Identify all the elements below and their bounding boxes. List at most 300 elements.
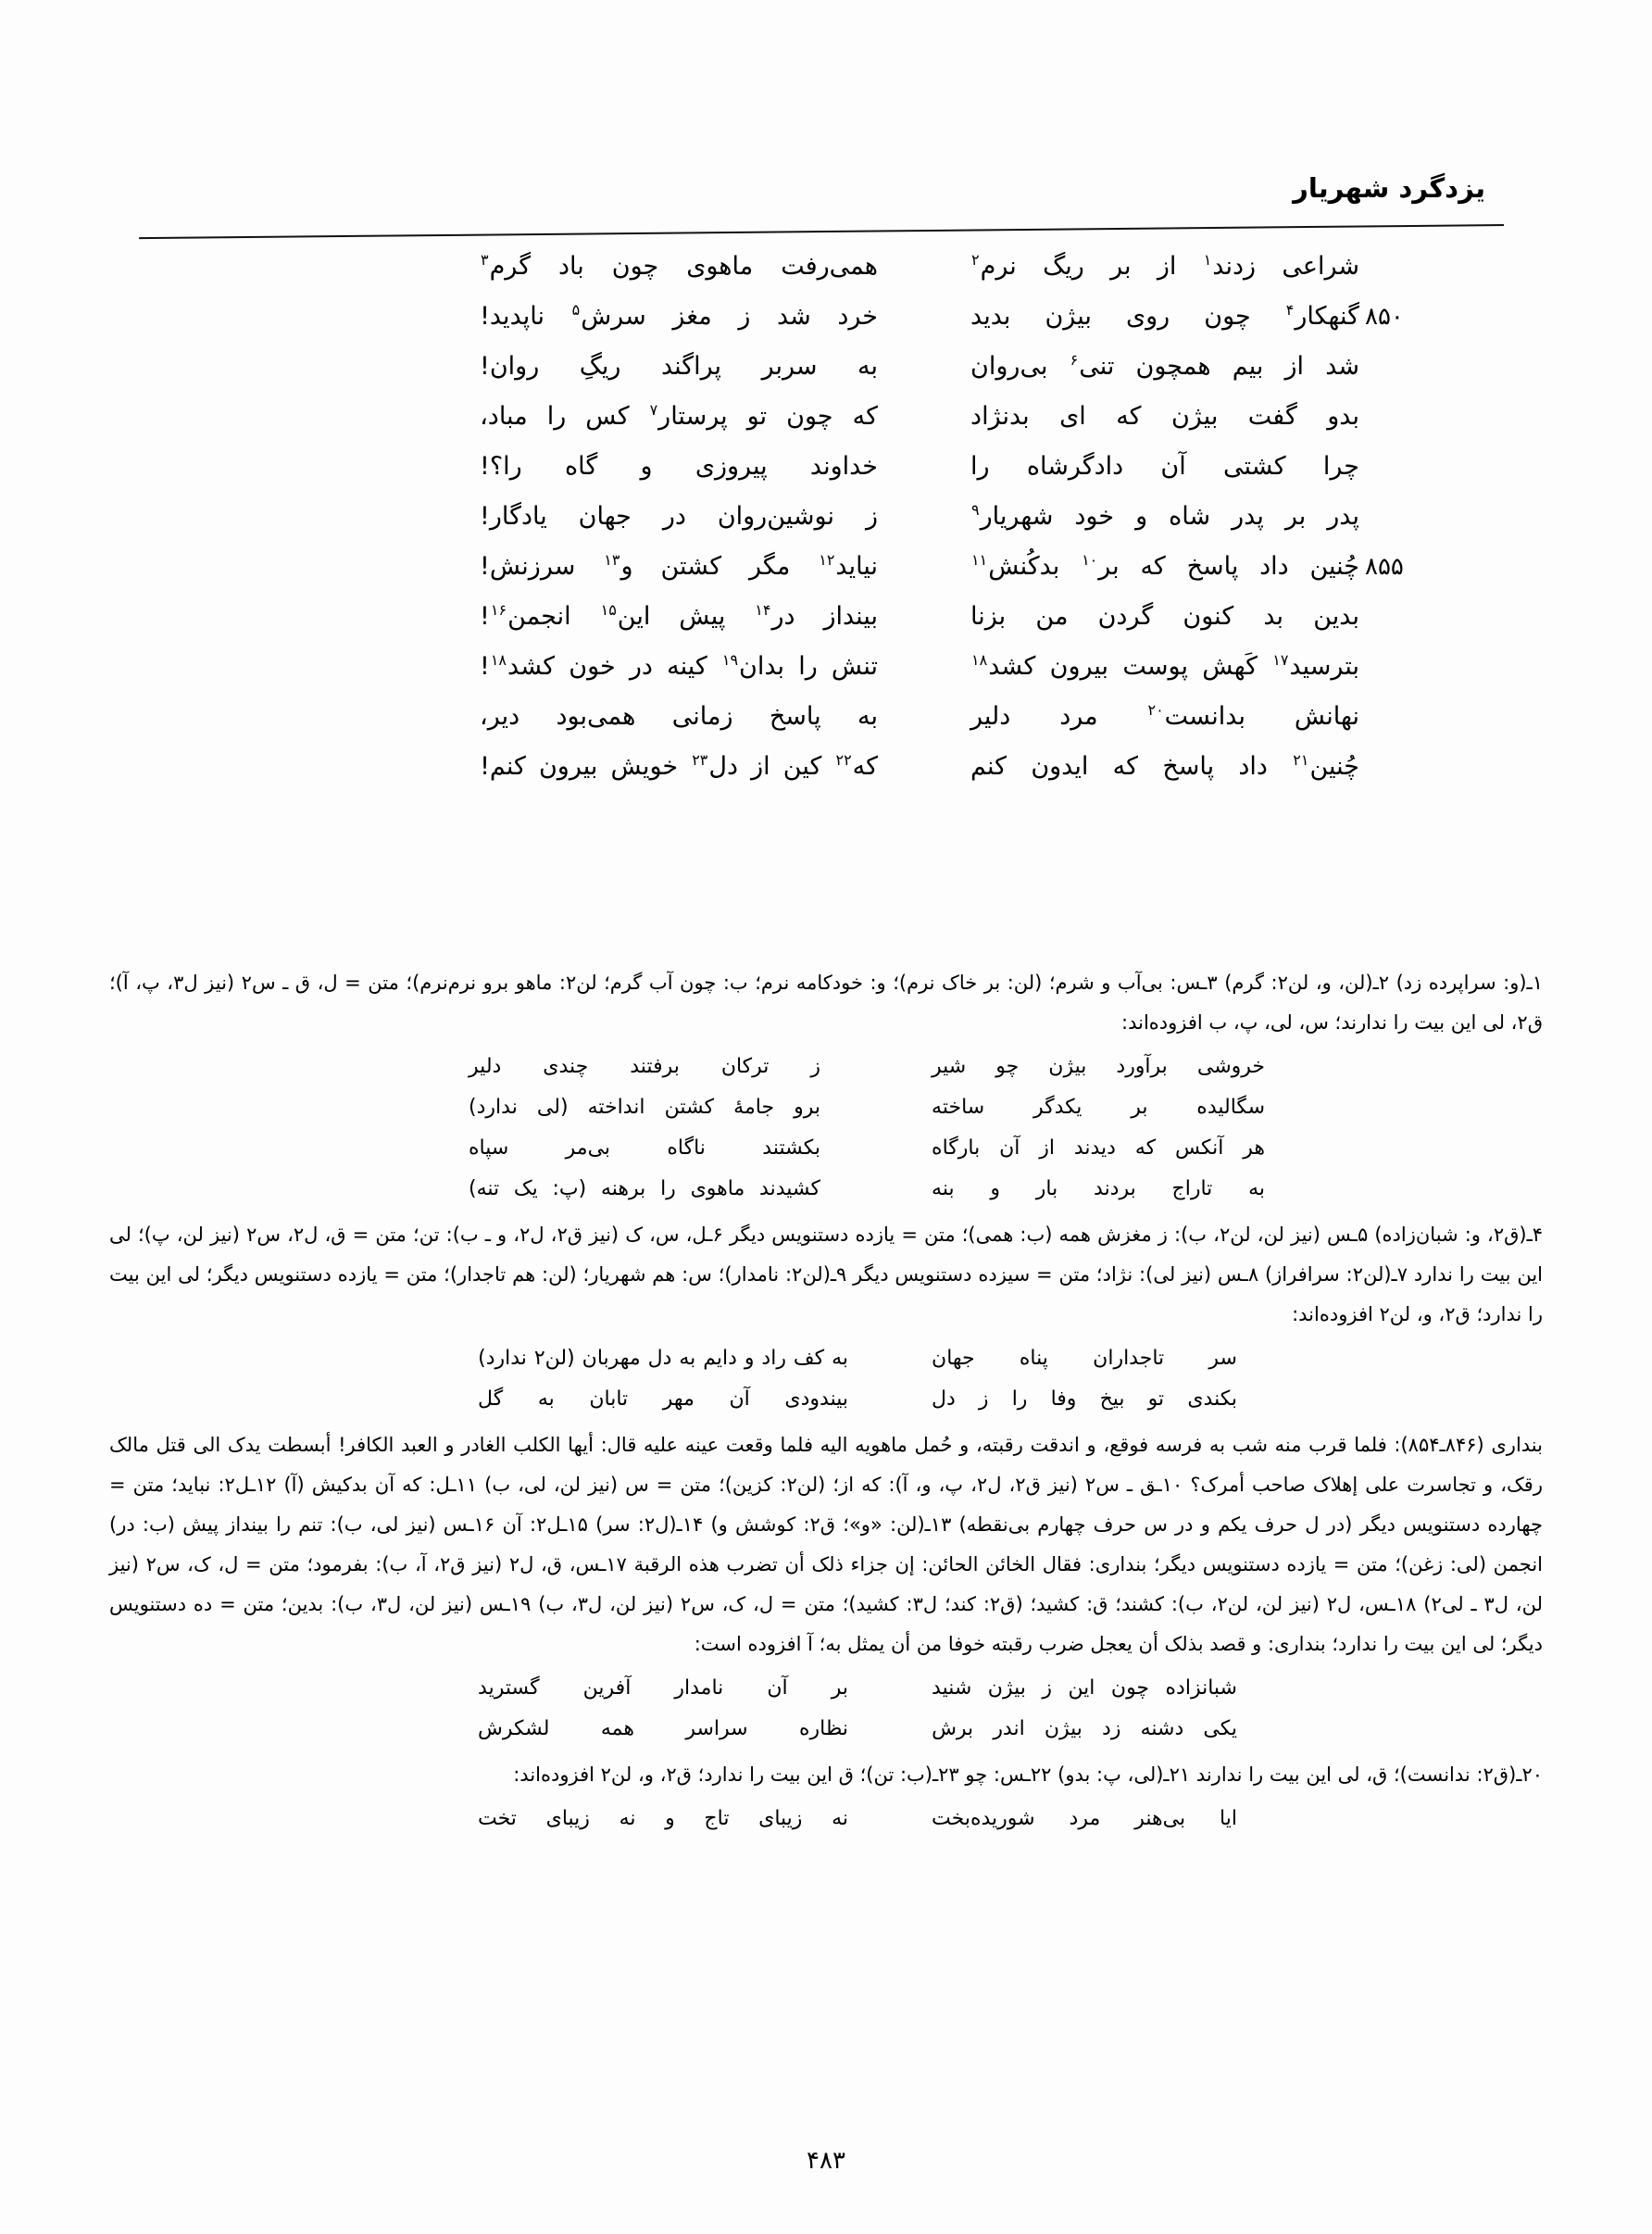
quoted-word: و bbox=[990, 1177, 1000, 1200]
footnote-marker: ۱۳ bbox=[604, 551, 620, 569]
quoted-word: دشنه bbox=[1140, 1717, 1184, 1740]
quoted-word: برو bbox=[794, 1096, 820, 1119]
running-head bbox=[139, 172, 1513, 237]
footnote-marker: ۱۴ bbox=[755, 601, 771, 619]
critical-apparatus bbox=[109, 963, 1543, 1845]
quoted-hemistich-left bbox=[478, 1338, 848, 1379]
verse-column-block bbox=[213, 252, 1439, 802]
quoted-hemistich-left bbox=[478, 1709, 848, 1750]
verse-word: که bbox=[1112, 752, 1139, 781]
verse-line bbox=[213, 552, 1439, 602]
hemistich-right bbox=[970, 652, 1359, 681]
verse-word: تو bbox=[746, 402, 768, 431]
quoted-word: این bbox=[1068, 1676, 1095, 1700]
hemistich-left bbox=[480, 302, 878, 331]
quoted-hemistich-left bbox=[469, 1087, 820, 1128]
quoted-word: آن bbox=[999, 1136, 1020, 1160]
verse-word: بدین bbox=[1313, 602, 1359, 631]
quoted-word: آنکس bbox=[1174, 1136, 1224, 1160]
quoted-word: کشیدند bbox=[759, 1177, 820, 1200]
quoted-hemistich-right bbox=[932, 1338, 1237, 1379]
quoted-word: بی‌مر bbox=[565, 1136, 611, 1160]
running-head-title: یزدگرد شهریار bbox=[1293, 172, 1485, 204]
hemistich-right bbox=[970, 452, 1359, 481]
verse-word: و bbox=[640, 452, 653, 481]
verse-word: در bbox=[629, 652, 653, 681]
footnote-marker: ۵ bbox=[571, 301, 581, 319]
quoted-word: آن bbox=[729, 1387, 750, 1411]
verse-word: را bbox=[970, 452, 990, 481]
verse-word: مغز bbox=[672, 302, 712, 331]
quoted-word: برش bbox=[932, 1717, 974, 1740]
verse-word: که bbox=[1116, 402, 1142, 431]
quoted-hemistich-left bbox=[469, 1169, 820, 1210]
verse-word: مگر bbox=[749, 552, 791, 581]
quoted-word: ندارد) bbox=[469, 1096, 518, 1119]
quoted-word: مرد bbox=[1069, 1807, 1101, 1830]
quoted-word: و bbox=[744, 1347, 755, 1370]
verse-word: بیژن bbox=[1045, 302, 1092, 331]
quoted-hemistich-right bbox=[932, 1668, 1237, 1709]
verse-line bbox=[213, 752, 1439, 802]
quoted-word: تابان bbox=[589, 1387, 629, 1411]
quoted-word: تخت bbox=[478, 1807, 517, 1830]
quoted-word: سر bbox=[1208, 1347, 1237, 1370]
verse-word: پیروزی bbox=[695, 452, 768, 481]
quoted-word: تاجداران bbox=[1093, 1347, 1165, 1370]
footnote-marker: ۱۸ bbox=[490, 651, 507, 669]
verse-line bbox=[213, 502, 1439, 552]
verse-word: خود bbox=[1074, 502, 1115, 531]
quoted-hemistich-left bbox=[478, 1668, 848, 1709]
quoted-word: بردند bbox=[1094, 1177, 1136, 1200]
quoted-word: (پ: bbox=[552, 1177, 587, 1200]
hemistich-left bbox=[480, 402, 878, 431]
hemistich-left bbox=[480, 452, 878, 481]
quoted-word: مهر bbox=[662, 1387, 695, 1411]
quoted-verse-block-4 bbox=[109, 1799, 1543, 1839]
quoted-word: گسترید bbox=[478, 1676, 540, 1700]
verse-word: همی‌بود bbox=[556, 702, 636, 731]
verse-word: کنم! bbox=[480, 752, 526, 781]
footnote-marker: ۳ bbox=[481, 251, 489, 269]
quoted-word: برآورد bbox=[1116, 1055, 1168, 1078]
quoted-word: سراسر bbox=[685, 1717, 748, 1740]
verse-word: خرد bbox=[837, 302, 878, 331]
quoted-word: بر bbox=[1131, 1096, 1148, 1119]
quoted-word: چون bbox=[1110, 1676, 1150, 1700]
quoted-hemistich-left bbox=[469, 1047, 820, 1087]
verse-word: بدکُنش$^{۱۱}$ bbox=[971, 551, 1060, 581]
page-number: ۴۸۳ bbox=[807, 2147, 845, 2175]
verse-word: ریگِ bbox=[579, 352, 621, 381]
quoted-word: همه bbox=[600, 1717, 634, 1740]
quoted-word: جهان bbox=[932, 1347, 975, 1370]
quoted-word: آفرین bbox=[582, 1676, 632, 1700]
quoted-word: لشکرش bbox=[478, 1717, 550, 1740]
verse-word: را؟! bbox=[480, 452, 522, 481]
quoted-hemistich-right bbox=[932, 1379, 1237, 1420]
verse-word: چون bbox=[1204, 302, 1251, 331]
quoted-word: سگالیده bbox=[1196, 1096, 1265, 1119]
verse-line bbox=[213, 652, 1439, 702]
verse-line bbox=[213, 702, 1439, 752]
verse-word: بزنا bbox=[970, 602, 1007, 631]
footnote-marker: ۴ bbox=[1285, 301, 1295, 319]
verse-word: کینه bbox=[667, 652, 707, 681]
quoted-word: پناه bbox=[1019, 1347, 1048, 1370]
verse-word: کین bbox=[782, 752, 822, 781]
verse-word: پاسخ bbox=[1186, 552, 1239, 581]
footnote-marker: ۲۲ bbox=[835, 751, 852, 769]
quoted-word: بکندی bbox=[1187, 1387, 1237, 1411]
hemistich-right bbox=[970, 602, 1359, 631]
footnote-marker: ۱۸ bbox=[971, 651, 988, 669]
verse-word: ایدون bbox=[1031, 752, 1089, 781]
quoted-word: ز bbox=[1042, 1676, 1052, 1700]
verse-number: ۸۵۵ bbox=[1365, 553, 1404, 581]
quoted-word: شنید bbox=[932, 1676, 972, 1700]
quoted-word: یکی bbox=[1203, 1717, 1237, 1740]
quoted-word: را bbox=[660, 1177, 676, 1200]
quoted-verse-line bbox=[109, 1128, 1543, 1169]
verse-number: ۸۵۰ bbox=[1365, 303, 1404, 331]
verse-word: بینداز bbox=[823, 602, 878, 631]
quoted-word: خروشی bbox=[1196, 1055, 1265, 1078]
hemistich-left bbox=[480, 652, 878, 681]
verse-word: ریگ bbox=[1043, 252, 1084, 281]
quoted-verse-line bbox=[109, 1087, 1543, 1128]
verse-word: چرا bbox=[1322, 452, 1359, 481]
header-divider-rule bbox=[139, 224, 1504, 239]
quoted-word: به bbox=[679, 1347, 696, 1370]
quoted-word: زیبای bbox=[758, 1807, 803, 1830]
verse-word: زمانی bbox=[671, 702, 733, 731]
verse-word: گاه bbox=[565, 452, 598, 481]
quoted-word: تاج bbox=[704, 1807, 730, 1830]
verse-word: آن bbox=[1160, 452, 1186, 481]
quoted-word: نظاره bbox=[798, 1717, 848, 1740]
verse-word: زدند$^۱$ bbox=[1203, 251, 1257, 281]
quoted-verse-block-2 bbox=[109, 1338, 1543, 1420]
verse-word: بدو bbox=[1327, 402, 1359, 431]
quoted-verse-line bbox=[109, 1338, 1543, 1379]
verse-word: مباد، bbox=[480, 402, 528, 431]
quoted-word: به bbox=[537, 1387, 555, 1411]
quoted-word: بی‌هنر bbox=[1134, 1807, 1186, 1830]
verse-word: سرش$^۵$ bbox=[571, 301, 646, 331]
quoted-word: بار bbox=[1035, 1177, 1058, 1200]
verse-word: روان! bbox=[480, 352, 540, 381]
footnote-marker: ۱۷ bbox=[1272, 651, 1289, 669]
quoted-word: تو bbox=[1147, 1387, 1165, 1411]
quoted-verse-block-1 bbox=[109, 1047, 1543, 1210]
hemistich-left bbox=[480, 702, 878, 731]
quoted-word: ز bbox=[978, 1387, 989, 1411]
verse-word: شد bbox=[1325, 352, 1359, 381]
quoted-word: دل bbox=[647, 1347, 672, 1370]
quoted-word: نه bbox=[832, 1807, 848, 1830]
quoted-word: بنه bbox=[932, 1177, 955, 1200]
verse-word: نهانش bbox=[1294, 702, 1359, 731]
footnote-group-20-23: ۲۰ـ(ق۲: ندانست)؛ ق، لی این بیت را ندارند ۲۱ـ(لی، پ: بدو) ۲۲ـس: چو ۲۳ـ(ب: تن)؛ ق این بیت را ندارد؛ ق۲، و، لن۲ افزوده‌اند: bbox=[513, 1763, 1543, 1786]
quoted-word: که bbox=[1134, 1136, 1157, 1160]
quoted-word: شبانزاده bbox=[1165, 1676, 1237, 1700]
verse-word: سربر bbox=[761, 352, 818, 381]
footnote-marker: ۱ bbox=[1203, 251, 1212, 269]
footnote-marker: ۱۹ bbox=[721, 651, 739, 669]
quoted-word: بارگاه bbox=[932, 1136, 981, 1160]
quoted-verse-line bbox=[109, 1169, 1543, 1210]
hemistich-left bbox=[480, 552, 878, 581]
quoted-word: بیندودی bbox=[784, 1387, 848, 1411]
quoted-word: ندارد) bbox=[478, 1347, 527, 1370]
quoted-word: جامهٔ bbox=[733, 1096, 775, 1119]
quoted-hemistich-right bbox=[932, 1799, 1237, 1839]
quoted-word: بیژن bbox=[1044, 1717, 1083, 1740]
quoted-word: ز bbox=[810, 1055, 820, 1078]
verse-word: شد bbox=[776, 302, 811, 331]
quoted-word: بکشتند bbox=[762, 1136, 820, 1160]
verse-word: شراعی bbox=[1282, 252, 1359, 281]
quoted-hemistich-left bbox=[469, 1128, 820, 1169]
verse-word: گرم$^۳$ bbox=[481, 251, 532, 281]
quoted-word: سپاه bbox=[469, 1136, 509, 1160]
verse-word: بیژن bbox=[1170, 402, 1219, 431]
quoted-word: زد bbox=[1102, 1717, 1121, 1740]
verse-word: و bbox=[1135, 502, 1148, 531]
verse-word: ای bbox=[1059, 402, 1086, 431]
hemistich-right bbox=[970, 402, 1359, 431]
hemistich-right bbox=[970, 552, 1359, 581]
verse-word: بر bbox=[1284, 502, 1307, 531]
quoted-word: شوریده‌بخت bbox=[932, 1807, 1035, 1830]
quoted-word: وفا bbox=[1050, 1387, 1077, 1411]
quoted-word: اندر bbox=[993, 1717, 1025, 1740]
verse-word: خویش bbox=[610, 752, 679, 781]
verse-word: پرستار$^۷$ bbox=[649, 401, 728, 431]
footnote-marker: ۲ bbox=[971, 251, 980, 269]
verse-word: پاسخ bbox=[1162, 752, 1215, 781]
verse-line bbox=[213, 352, 1439, 402]
quoted-word: گل bbox=[478, 1387, 504, 1411]
quoted-word: یکدگر bbox=[1033, 1096, 1083, 1119]
quoted-word: ساخته bbox=[932, 1096, 985, 1119]
verse-word: چُنین bbox=[1309, 552, 1359, 581]
verse-word: گردن bbox=[1097, 602, 1154, 631]
verse-word: بد bbox=[1263, 602, 1284, 631]
verse-word: گنهکار$^۴$ bbox=[1285, 301, 1359, 331]
hemistich-right bbox=[970, 752, 1359, 781]
verse-word: پوست bbox=[1122, 652, 1188, 681]
quoted-verse-line bbox=[109, 1668, 1543, 1709]
quoted-verse-line bbox=[109, 1047, 1543, 1087]
verse-word: تنی$^۶$ bbox=[1070, 351, 1115, 381]
verse-word: روی bbox=[1125, 302, 1170, 331]
verse-word: داد bbox=[1259, 552, 1289, 581]
hemistich-right bbox=[970, 502, 1359, 531]
verse-word: بدنژاد bbox=[970, 402, 1030, 431]
verse-word: بدان$^{۱۹}$ bbox=[721, 651, 785, 681]
verse-word: به bbox=[857, 352, 878, 381]
verse-word: انجمن$^{۱۶}$! bbox=[480, 601, 571, 631]
quoted-word: (لی bbox=[536, 1096, 569, 1119]
verse-word: جهان bbox=[578, 502, 632, 531]
verse-word: من bbox=[1035, 602, 1069, 631]
verse-word: ماهوی bbox=[686, 252, 754, 281]
hemistich-right bbox=[970, 702, 1359, 731]
verse-word: بیرون bbox=[538, 752, 598, 781]
verse-line bbox=[213, 252, 1439, 302]
verse-word: خداوند bbox=[809, 452, 878, 481]
verse-word: کشتی bbox=[1223, 452, 1286, 481]
quoted-word: تنه) bbox=[469, 1177, 500, 1200]
quoted-word: هر bbox=[1243, 1136, 1265, 1160]
verse-word: تنش bbox=[831, 652, 878, 681]
verse-word: کس bbox=[585, 402, 630, 431]
verse-word: پدر bbox=[1327, 502, 1359, 531]
quoted-word: چو bbox=[995, 1055, 1020, 1078]
quoted-verse-line bbox=[109, 1799, 1543, 1839]
verse-line bbox=[213, 302, 1439, 352]
quoted-word: بیژن bbox=[987, 1676, 1026, 1700]
verse-word: نرم$^۲$ bbox=[971, 251, 1017, 281]
footnote-marker: ۷ bbox=[649, 401, 658, 419]
verse-word: دل$^{۲۳}$ bbox=[692, 751, 739, 781]
verse-word: دیر، bbox=[480, 702, 520, 731]
verse-word: سرزنش! bbox=[480, 552, 576, 581]
verse-word: بیرون bbox=[1049, 652, 1109, 681]
verse-word: پدر bbox=[1232, 502, 1264, 531]
verse-word: چون bbox=[786, 402, 833, 431]
verse-word: که$^{۲۲}$ bbox=[835, 751, 878, 781]
verse-word: کشد$^{۱۸}$! bbox=[480, 651, 556, 681]
hemistich-right bbox=[970, 252, 1359, 281]
verse-word: در bbox=[662, 502, 686, 531]
verse-word: بی‌روان bbox=[970, 352, 1048, 381]
quoted-word: کف bbox=[793, 1347, 825, 1370]
footnote-marker: ۲۰ bbox=[1147, 701, 1164, 719]
verse-word: ناپدید! bbox=[480, 302, 545, 331]
verse-word: ز bbox=[865, 502, 878, 531]
quoted-hemistich-left bbox=[478, 1799, 848, 1839]
verse-word: شاه bbox=[1169, 502, 1211, 531]
footnote-group-4-9: ۴ـ(ق۲، و: شبان‌زاده) ۵ـس (نیز لن، لن۲، ب): ز مغزش همه (ب: همی)؛ متن = یازده دستنویس دیگر ۶ـل، س، ک (نیز ق۲، ل۲، و ـ ب): تن؛ متن = ق، ل۲، س۲ (نیز لن، پ)؛ لی این بیت را ندارد ۷ـ(لن۲: سرافراز) ۸ـس (نیز لی): نژاد؛ متن = سیزده دستنویس دیگر ۹ـ(لن۲: نامدار)؛ س: هم شهریار؛ (لن: هم تاجدار)؛ متن = یازده دستنویس دیگر؛ لی این بیت را ندارد؛ ق۲، و، لن۲ افزوده‌اند: bbox=[109, 1224, 1544, 1325]
verse-line bbox=[213, 402, 1439, 452]
verse-word: از bbox=[1157, 252, 1177, 281]
verse-word: بدید bbox=[970, 302, 1011, 331]
footnote-marker: ۱۱ bbox=[971, 551, 988, 569]
verse-word: چون bbox=[611, 252, 659, 281]
quoted-word: آن bbox=[767, 1676, 788, 1700]
verse-word: که bbox=[1140, 552, 1166, 581]
footnote-marker: ۱۵ bbox=[600, 601, 617, 619]
quoted-word: کشتن bbox=[664, 1096, 715, 1119]
quoted-word: دل bbox=[932, 1387, 956, 1411]
footnote-marker: ۱۶ bbox=[490, 601, 507, 619]
verse-word: کَهش bbox=[1202, 652, 1258, 681]
verse-word: داد bbox=[1238, 752, 1268, 781]
verse-word: خون bbox=[569, 652, 616, 681]
verse-word: پاسخ bbox=[769, 702, 821, 731]
verse-word: دلیر bbox=[970, 702, 1011, 731]
verse-word: که bbox=[852, 402, 878, 431]
verse-word: باد bbox=[558, 252, 584, 281]
quoted-word: دلیر bbox=[469, 1055, 502, 1078]
verse-word: یادگار! bbox=[480, 502, 547, 531]
quoted-word: انداخته bbox=[587, 1096, 645, 1119]
verse-word: دادگرشاه bbox=[1026, 452, 1124, 481]
quoted-word: زیبای bbox=[545, 1807, 590, 1830]
quoted-word: دیدند bbox=[1073, 1136, 1116, 1160]
quoted-word: دایم bbox=[703, 1347, 737, 1370]
footnote-bondari-and-10-19: بنداری (۸۴۶ـ۸۵۴): فلما قرب منه شب به فرسه فوقع، و اندقت رقبته، و حُمل ماهویه الیه فلما وقعت عینه علیه قال: أیها الکلب الغادر و العبد الکافر! أبسطت یدک الی قتل مالک رقک، و تجاسرت علی إهلاک صاحب أمرک؟ ۱۰ـق ـ س۲ (نیز ق۲، ل۲، پ، و، آ): که از؛ (لن۲: کزین)؛ متن = س (نیز لن، لی، ب) ۱۱ـل: که آن بدکیش (آ) ۱۲ـل۲: نباید؛ متن = چهارده دستنویس دیگر (در ل حرف یکم و در س حرف چهارم بی‌نقطه) ۱۳ـ(لن: «و»؛ ق۲: کوشش و) ۱۴ـ(ل۲: سر) ۱۵ـل۲: آن ۱۶ـس (نیز لی، ب): تنم را بینداز پیش (ب: در) انجمن (لی: زغن)؛ متن = یازده دستنویس دیگر؛ بنداری: فقال الخائن الحائن: إن جزاء ذلک أن تضرب هذه الرقبة ۱۷ـس، ق، ل۲ (نیز ق۲، آ، ب): بفرمود؛ متن = ل، ک، س۲ (نیز لن، ل۳ ـ لی۲) ۱۸ـس، ل۲ (نیز لن، لن۲، ب): کشند؛ ق: کشید؛ (ق۲: کند؛ ل۳: کشید)؛ متن = ل، ک، س۲ (نیز لن، ل۳، ب) ۱۹ـس (نیز لن، ل۳، ب): بدین؛ متن = ده دستنویس دیگر؛ لی این بیت را ندارد؛ بنداری: و قصد بذلک أن یعجل ضرب رقبته خوفا من أن یمثل به؛ آ افزوده است: bbox=[109, 1434, 1544, 1655]
quoted-word: ماهوی bbox=[690, 1177, 745, 1200]
quoted-word: را bbox=[1011, 1387, 1028, 1411]
verse-word: همی‌رفت bbox=[781, 252, 878, 281]
quoted-word: تاراج bbox=[1171, 1177, 1213, 1200]
quoted-word: بیخ bbox=[1099, 1387, 1125, 1411]
hemistich-left bbox=[480, 602, 878, 631]
verse-word: پراگند bbox=[660, 352, 722, 381]
verse-word: را bbox=[798, 652, 818, 681]
hemistich-right bbox=[970, 352, 1359, 381]
verse-word: بر bbox=[1110, 252, 1132, 281]
quoted-hemistich-right bbox=[932, 1087, 1265, 1128]
quoted-hemistich-right bbox=[932, 1128, 1265, 1169]
verse-word: چُنین$^{۲۱}$ bbox=[1293, 751, 1359, 781]
verse-word: بر$^{۱۰}$ bbox=[1082, 551, 1120, 581]
quoted-hemistich-left bbox=[478, 1379, 848, 1420]
quoted-word: به bbox=[832, 1347, 848, 1370]
hemistich-left bbox=[480, 352, 878, 381]
quoted-word: (لن۲ bbox=[533, 1347, 575, 1370]
hemistich-left bbox=[480, 502, 878, 531]
quoted-word: برهنه bbox=[601, 1177, 646, 1200]
quoted-word: ایا bbox=[1220, 1807, 1237, 1830]
quoted-word: شیر bbox=[932, 1055, 967, 1078]
quoted-word: بیژن bbox=[1048, 1055, 1087, 1078]
verse-word: کنون bbox=[1183, 602, 1234, 631]
quoted-word: راد bbox=[761, 1347, 786, 1370]
quoted-verse-line bbox=[109, 1379, 1543, 1420]
quoted-verse-block-3 bbox=[109, 1668, 1543, 1750]
footnote-marker: ۱۲ bbox=[819, 551, 835, 569]
verse-word: و$^{۱۳}$ bbox=[604, 551, 633, 581]
quoted-word: ترکان bbox=[720, 1055, 770, 1078]
footnote-marker: ۶ bbox=[1070, 351, 1079, 369]
verse-word: همچون bbox=[1135, 352, 1211, 381]
verse-word: پیش bbox=[679, 602, 726, 631]
verse-word: کشتن bbox=[660, 552, 722, 581]
quoted-hemistich-right bbox=[932, 1047, 1265, 1087]
quoted-word: و bbox=[665, 1807, 675, 1830]
quoted-word: برفتند bbox=[630, 1055, 680, 1078]
verse-word: در$^{۱۴}$ bbox=[755, 601, 795, 631]
footnote-marker: ۲۱ bbox=[1293, 751, 1309, 769]
verse-word: این$^{۱۵}$ bbox=[600, 601, 651, 631]
verse-line bbox=[213, 602, 1439, 652]
verse-word: مرد bbox=[1059, 702, 1098, 731]
verse-word: کنم bbox=[970, 752, 1007, 781]
verse-word: از bbox=[1284, 352, 1305, 381]
verse-word: بترسید$^{۱۷}$ bbox=[1272, 651, 1359, 681]
hemistich-left bbox=[480, 752, 878, 781]
hemistich-left bbox=[480, 252, 878, 281]
verse-word: به bbox=[857, 702, 878, 731]
quoted-word: مهربان bbox=[582, 1347, 641, 1370]
footnote-marker: ۹ bbox=[971, 501, 980, 519]
